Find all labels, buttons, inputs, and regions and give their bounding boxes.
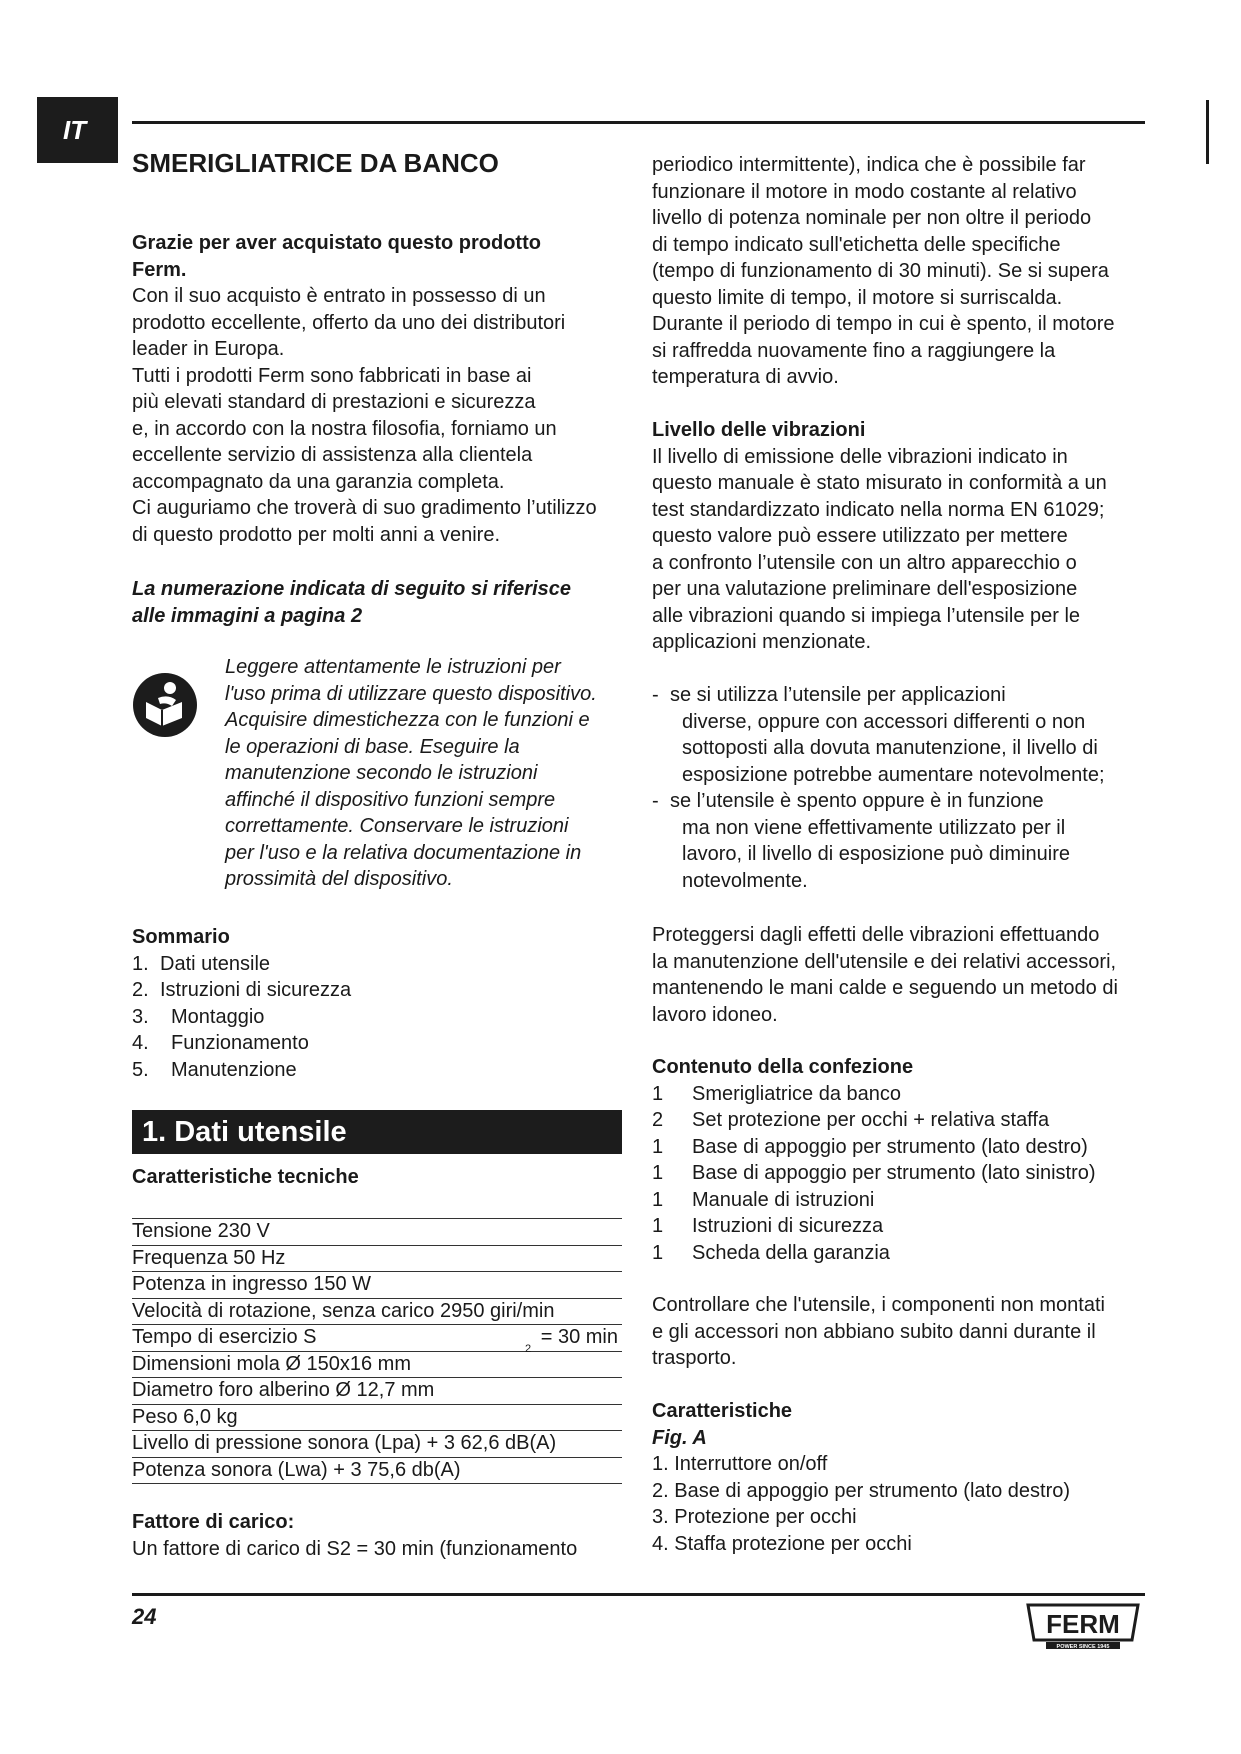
bullet-item: - se si utilizza l’utensile per applicazioni diverse, oppure con accessori differenti o non sottoposti alla dovuta manutenzione, il livello di esposizione potrebbe aumentare notevolmente; — [652, 684, 1105, 786]
top-rule — [132, 121, 1145, 124]
vibration-text: Il livello di emissione delle vibrazioni indicato in questo manuale è stato misurato in conformità a un test standardizzato indicato nella norma EN 61029; questo valore può essere utilizzato per mettere a confronto l’utensile con un altro apparecchio o per una valutazione preliminare dell'esposizione alle vibrazioni quando si impiega l’utensile per le applicazioni menzionate. — [652, 445, 1107, 653]
summary-item: 5. Manutenzione — [132, 1058, 297, 1081]
bullet-item: - se l’utensile è spento oppure è in funzione ma non viene effettivamente utilizzato per il lavoro, il livello di esposizione può diminuire notevolmente. — [652, 790, 1070, 892]
spec-row: Frequenza 50 Hz — [132, 1246, 622, 1273]
spec-row: Potenza in ingresso 150 W — [132, 1272, 622, 1299]
section-1-heading: 1. Dati utensile — [132, 1110, 622, 1154]
package-item: 1 Base di appoggio per strumento (lato destro) — [652, 1135, 1088, 1158]
spec-row: Diametro foro alberino Ø 12,7 mm — [132, 1378, 622, 1405]
vibration-bullets — [652, 682, 1152, 894]
summary-heading: Sommario — [132, 926, 230, 948]
numbering-note: La numerazione indicata di seguito si riferisce alle immagini a pagina 2 — [132, 578, 572, 627]
spec-row: Potenza sonora (Lwa) + 3 75,6 db(A) — [132, 1458, 622, 1485]
side-marker — [1206, 100, 1209, 164]
package-item: 2 Set protezione per occhi + relativa staffa — [652, 1109, 1050, 1131]
package-item: 1 Scheda della garanzia — [652, 1241, 890, 1264]
spec-row: Dimensioni mola Ø 150x16 mm — [132, 1352, 622, 1379]
language-tab: IT — [37, 97, 118, 163]
spec-row: Tensione 230 V — [132, 1219, 622, 1246]
warning-text: Leggere attentamente le istruzioni per l'uso prima di utilizzare questo dispositivo. Acquisire dimestichezza con le funzioni e le operazioni di base. Eseguire la manutenzione secondo le istruzioni affinché il dispositivo funzioni sempre correttamente. Conservare le istruzioni per l'uso e la relativa documentazione in prossimità del dispositivo. — [225, 656, 597, 890]
package-item: 1 Base di appoggio per strumento (lato sinistro) — [652, 1162, 1096, 1184]
load-factor-section — [132, 1509, 622, 1562]
summary-section — [132, 924, 622, 1083]
transport-check: Controllare che l'utensile, i componenti non montati e gli accessori non abbiano subito danni durante il trasporto. — [652, 1294, 1105, 1369]
tech-specs-heading: Caratteristiche tecniche — [132, 1166, 359, 1188]
feature-item: 3. Protezione per occhi — [652, 1506, 857, 1528]
package-heading: Contenuto della confezione — [652, 1056, 914, 1078]
summary-item: 3. Montaggio — [132, 1005, 265, 1028]
package-item: 1 Manuale di istruzioni — [652, 1188, 875, 1211]
summary-item: 4. Funzionamento — [132, 1032, 309, 1054]
package-section — [652, 1054, 1152, 1266]
features-heading: Caratteristiche — [652, 1400, 793, 1422]
ferm-logo — [1024, 1602, 1142, 1650]
spec-row: Velocità di rotazione, senza carico 2950 giri/min — [132, 1299, 622, 1326]
feature-item: 4. Staffa protezione per occhi — [652, 1532, 912, 1555]
feature-item: 1. Interruttore on/off — [652, 1453, 828, 1475]
duty-continuation: periodico intermittente), indica che è possibile far funzionare il motore in modo costante al relativo livello di potenza nominale per non oltre il periodo di tempo indicato sull'etichetta delle specifiche (tempo di funzionamento di 30 minuti). Se si supera questo limite di tempo, il motore si surriscalda. Durante il periodo di tempo in cui è spento, il motore si raffredda nuovamente fino a raggiungere la temperatura di avvio. — [652, 154, 1115, 388]
duty-subscript: 2 — [525, 1343, 532, 1355]
features-section — [652, 1398, 1152, 1557]
intro-section — [132, 230, 622, 548]
spec-row-duty: Tempo di esercizio S 2 = 30 min — [132, 1325, 622, 1352]
spec-row: Peso 6,0 kg — [132, 1405, 622, 1432]
page-number: 24 — [132, 1604, 157, 1629]
page-title: SMERIGLIATRICE DA BANCO — [132, 148, 499, 178]
spec-row: Livello di pressione sonora (Lpa) + 3 62,6 dB(A) — [132, 1431, 622, 1458]
summary-item: 2. Istruzioni di sicurezza — [132, 979, 352, 1001]
vibration-section — [652, 417, 1152, 656]
spec-table — [132, 1218, 622, 1484]
bottom-rule — [132, 1593, 1145, 1596]
logo-tagline: POWER SINCE 1945 — [1056, 1644, 1110, 1650]
figure-ref: Fig. A — [652, 1426, 707, 1449]
vibration-heading: Livello delle vibrazioni — [652, 419, 866, 441]
package-item: 1 Istruzioni di sicurezza — [652, 1215, 884, 1237]
warning-block — [132, 654, 622, 893]
logo-text: FERM — [1046, 1609, 1120, 1639]
read-manual-icon — [132, 672, 198, 738]
load-factor-text: Un fattore di carico di S2 = 30 min (funzionamento — [132, 1537, 578, 1560]
duty-value: = 30 min — [540, 1326, 618, 1348]
vibration-protection: Proteggersi dagli effetti delle vibrazioni effettuando la manutenzione dell'utensile e dei relativi accessori, mantenendo le mani calde e seguendo un metodo di lavoro idoneo. — [652, 924, 1118, 1026]
feature-item: 2. Base di appoggio per strumento (lato destro) — [652, 1479, 1071, 1502]
package-item: 1 Smerigliatrice da banco — [652, 1082, 901, 1105]
intro-heading: Grazie per aver acquistato questo prodotto Ferm. — [132, 232, 541, 281]
summary-item: 1. Dati utensile — [132, 952, 271, 975]
load-factor-heading: Fattore di carico: — [132, 1511, 295, 1533]
intro-body: Con il suo acquisto è entrato in possesso di un prodotto eccellente, offerto da uno dei distributori leader in Europa. Tutti i prodotti Ferm sono fabbricati in base ai più elevati standard di prestazioni e sicurezza e, in accordo con la nostra filosofia, forniamo un eccellente servizio di assistenza alla clientela accompagnato da una garanzia completa. Ci auguriamo che troverà di suo gradimento l’utilizzo di questo prodotto per molti anni a venire. — [132, 285, 597, 546]
